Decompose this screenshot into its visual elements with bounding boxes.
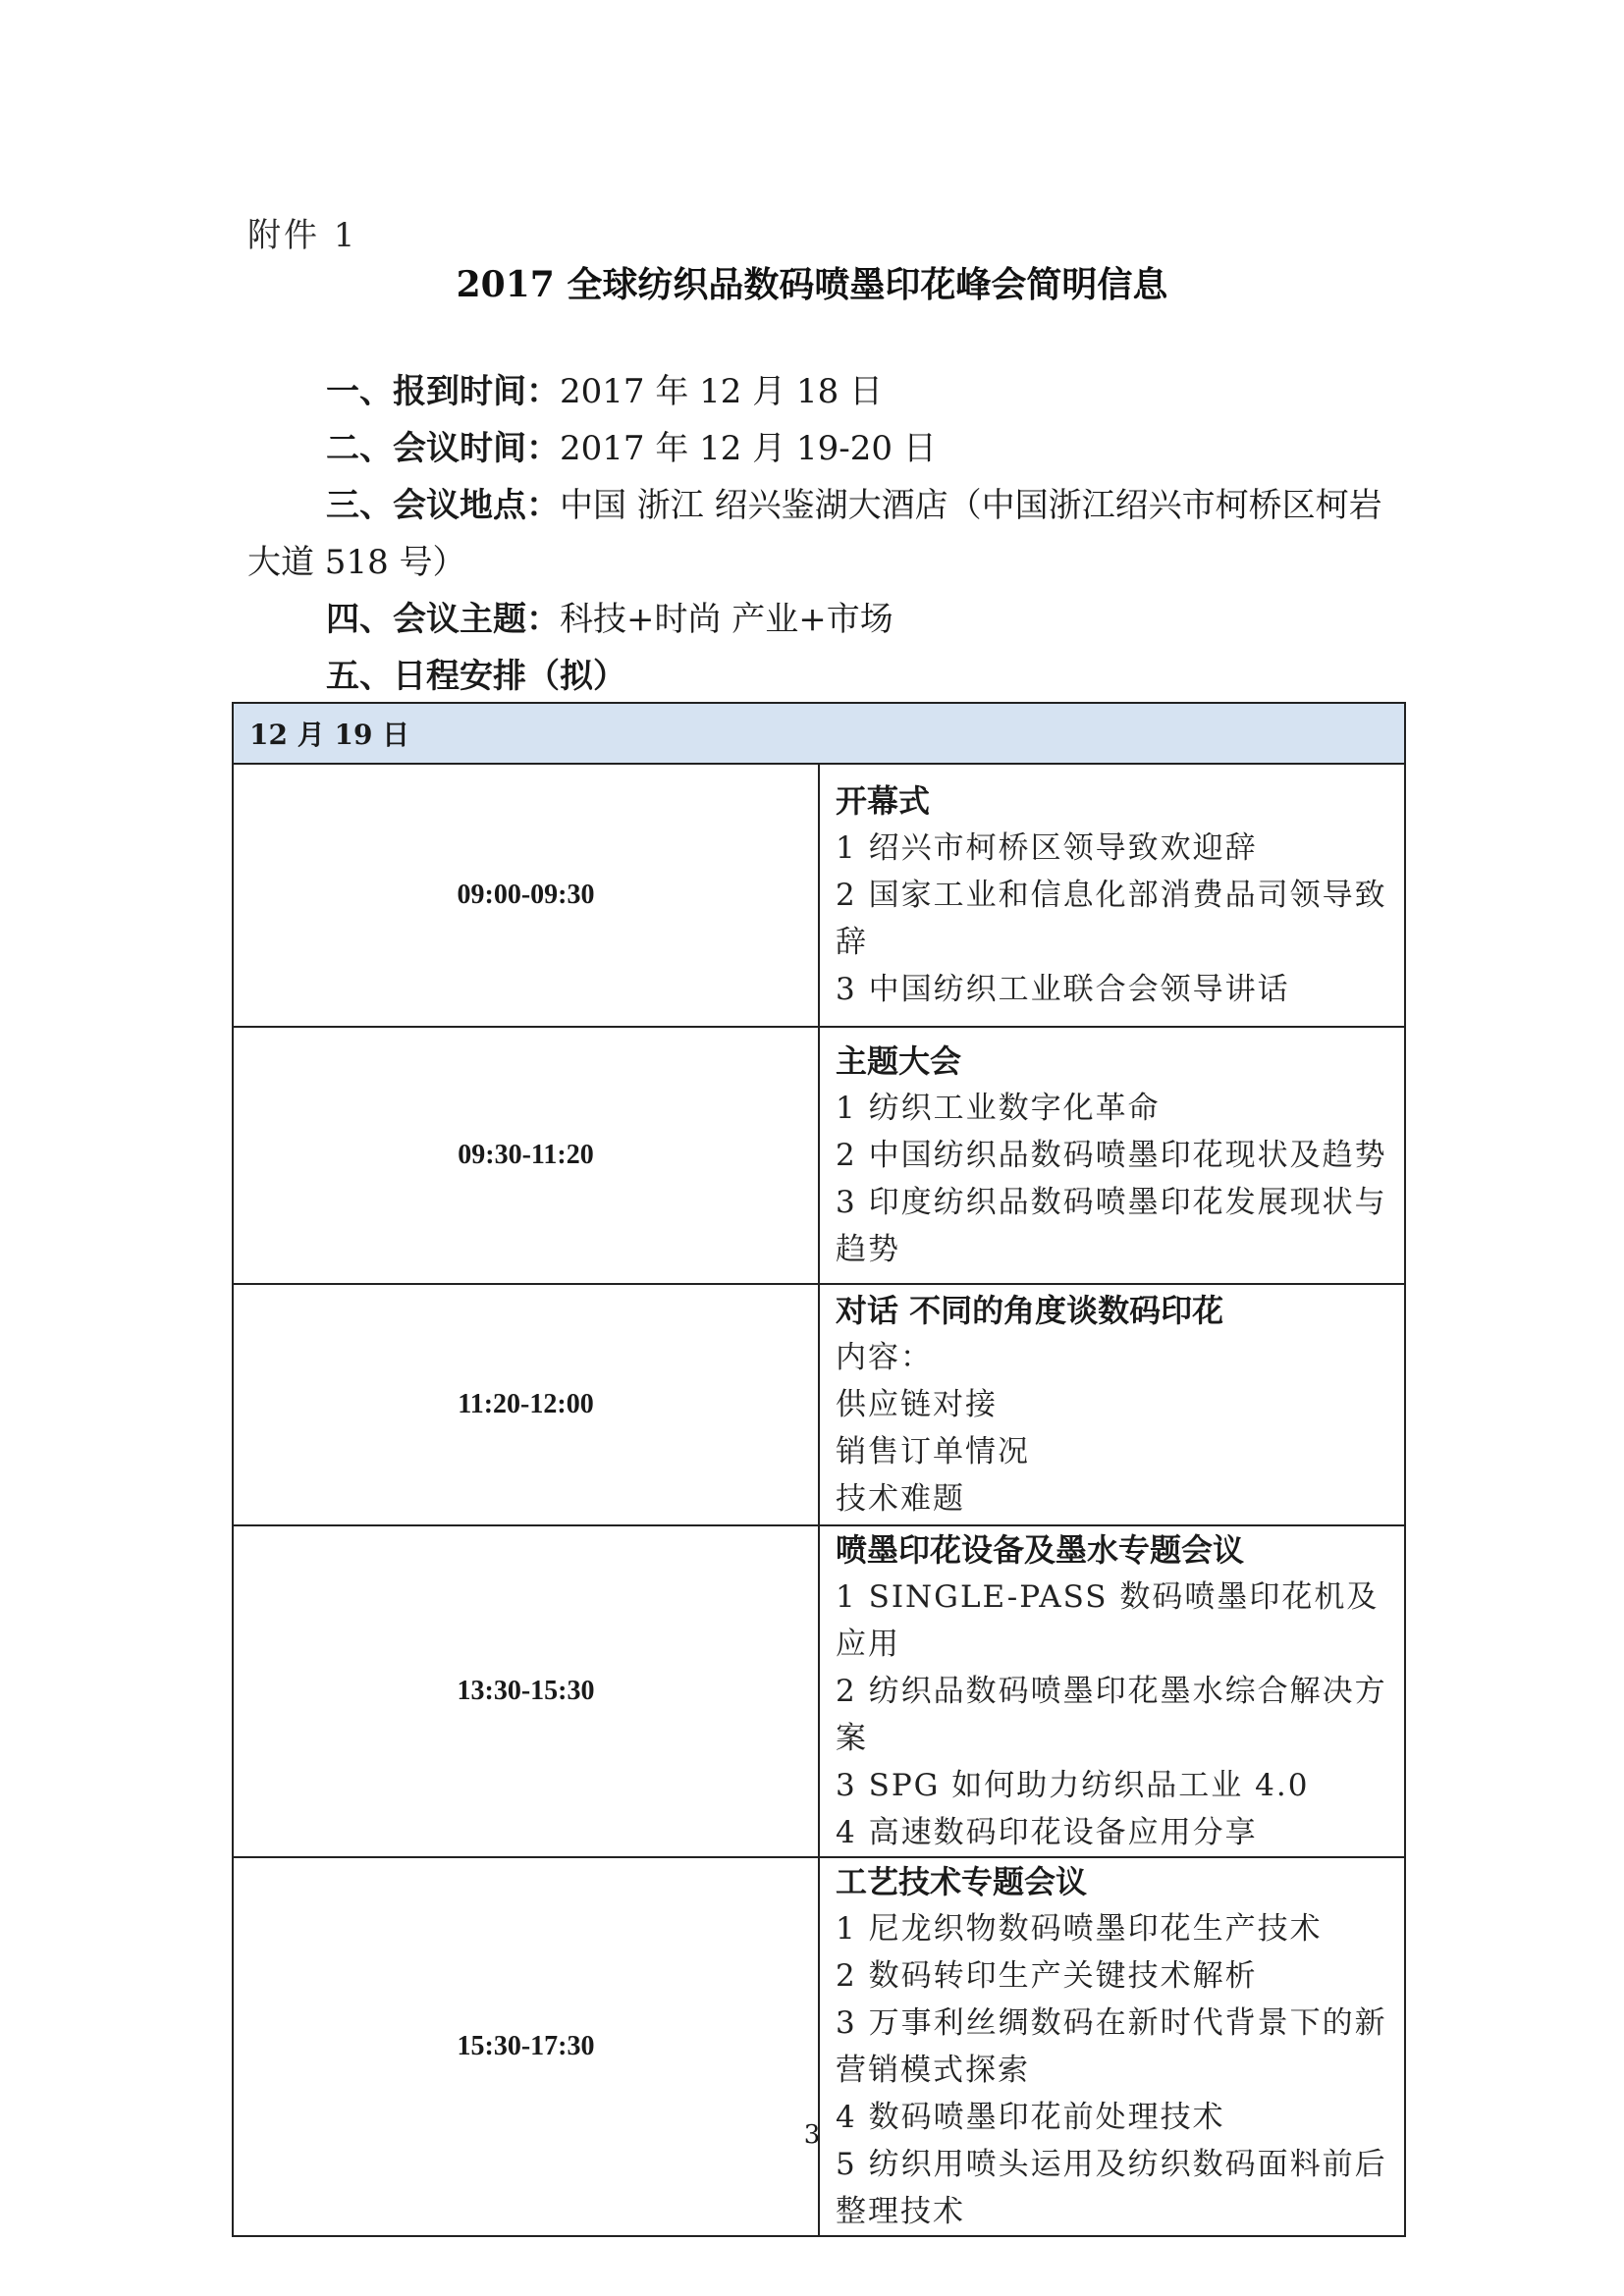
- info-value: 2017 年 12 月 19-20 日: [560, 429, 937, 468]
- session-item: 3 中国纺织工业联合会领导讲话: [836, 972, 1290, 1007]
- session-time: 13:30-15:30: [233, 1525, 819, 1857]
- session-item: 3 印度纺织品数码喷墨印花发展现状与趋势: [836, 1185, 1387, 1267]
- info-label: 四、会议主题：: [326, 600, 560, 639]
- table-row: [233, 1284, 1405, 1525]
- session-item: 3 SPG 如何助力纺织品工业 4.0: [836, 1768, 1310, 1803]
- day-header-row: [233, 703, 1405, 764]
- summary-info: [247, 363, 1390, 705]
- info-label: 一、报到时间：: [326, 372, 560, 411]
- session-item: 销售订单情况: [836, 1434, 1030, 1469]
- info-label: 五、日程安排（拟）: [326, 657, 626, 696]
- session-item: 2 中国纺织品数码喷墨印花现状及趋势: [836, 1138, 1387, 1173]
- session-item: 供应链对接: [836, 1387, 998, 1422]
- session-item: 2 数码转印生产关键技术解析: [836, 1958, 1258, 1994]
- session-item: 技术难题: [836, 1481, 965, 1517]
- info-value: 2017 年 12 月 18 日: [560, 372, 884, 411]
- info-venue: [247, 477, 1390, 591]
- info-label: 三、会议地点：: [326, 486, 560, 525]
- session-time: 15:30-17:30: [233, 1857, 819, 2236]
- session-item: 2 纺织品数码喷墨印花墨水综合解决方案: [836, 1674, 1387, 1756]
- session-time: 09:30-11:20: [233, 1027, 819, 1284]
- session-item: 1 尼龙织物数码喷墨印花生产技术: [836, 1911, 1323, 1947]
- info-checkin: [247, 363, 1390, 420]
- info-value: 科技+时尚 产业+市场: [560, 600, 893, 639]
- session-item: 1 SINGLE-PASS 数码喷墨印花机及应用: [836, 1579, 1380, 1662]
- page-number: 3: [803, 2120, 821, 2150]
- session-content: [819, 764, 1405, 1027]
- session-time: 09:00-09:30: [233, 764, 819, 1027]
- session-title: 主题大会: [836, 1042, 962, 1080]
- attachment-label: 附件 1: [247, 216, 358, 255]
- table-row: [233, 1525, 1405, 1857]
- table-row: [233, 1857, 1405, 2236]
- session-title: 开幕式: [836, 782, 931, 820]
- session-item: 1 绍兴市柯桥区领导致欢迎辞: [836, 830, 1258, 866]
- table-row: [233, 1027, 1405, 1284]
- session-time: 11:20-12:00: [233, 1284, 819, 1525]
- session-item: 内容：: [836, 1340, 933, 1375]
- session-content: [819, 1525, 1405, 1857]
- session-content: [819, 1857, 1405, 2236]
- session-item: 3 万事利丝绸数码在新时代背景下的新营销模式探索: [836, 2005, 1387, 2088]
- session-item: 2 国家工业和信息化部消费品司领导致辞: [836, 878, 1387, 960]
- session-content: [819, 1027, 1405, 1284]
- schedule-table: [232, 702, 1406, 2237]
- session-item: 4 高速数码印花设备应用分享: [836, 1815, 1258, 1850]
- session-title: 对话 不同的角度谈数码印花: [836, 1292, 1224, 1329]
- info-theme: [247, 591, 1390, 648]
- session-content: [819, 1284, 1405, 1525]
- info-schedule-heading: [247, 648, 1390, 705]
- session-item: 4 数码喷墨印花前处理技术: [836, 2100, 1225, 2135]
- info-value: 中国 浙江 绍兴鉴湖大酒店（中国浙江绍兴市柯桥区柯岩大道 518 号）: [247, 486, 1382, 582]
- table-row: [233, 764, 1405, 1027]
- info-label: 二、会议时间：: [326, 429, 560, 468]
- session-title: 喷墨印花设备及墨水专题会议: [836, 1531, 1245, 1569]
- session-item: 1 纺织工业数字化革命: [836, 1091, 1161, 1126]
- session-title: 工艺技术专题会议: [836, 1863, 1088, 1900]
- session-item: 5 纺织用喷头运用及纺织数码面料前后整理技术: [836, 2147, 1387, 2229]
- document-title: 2017 全球纺织品数码喷墨印花峰会简明信息: [456, 264, 1168, 305]
- day-header: 12 月 19 日: [233, 703, 1405, 764]
- info-meeting-time: [247, 420, 1390, 477]
